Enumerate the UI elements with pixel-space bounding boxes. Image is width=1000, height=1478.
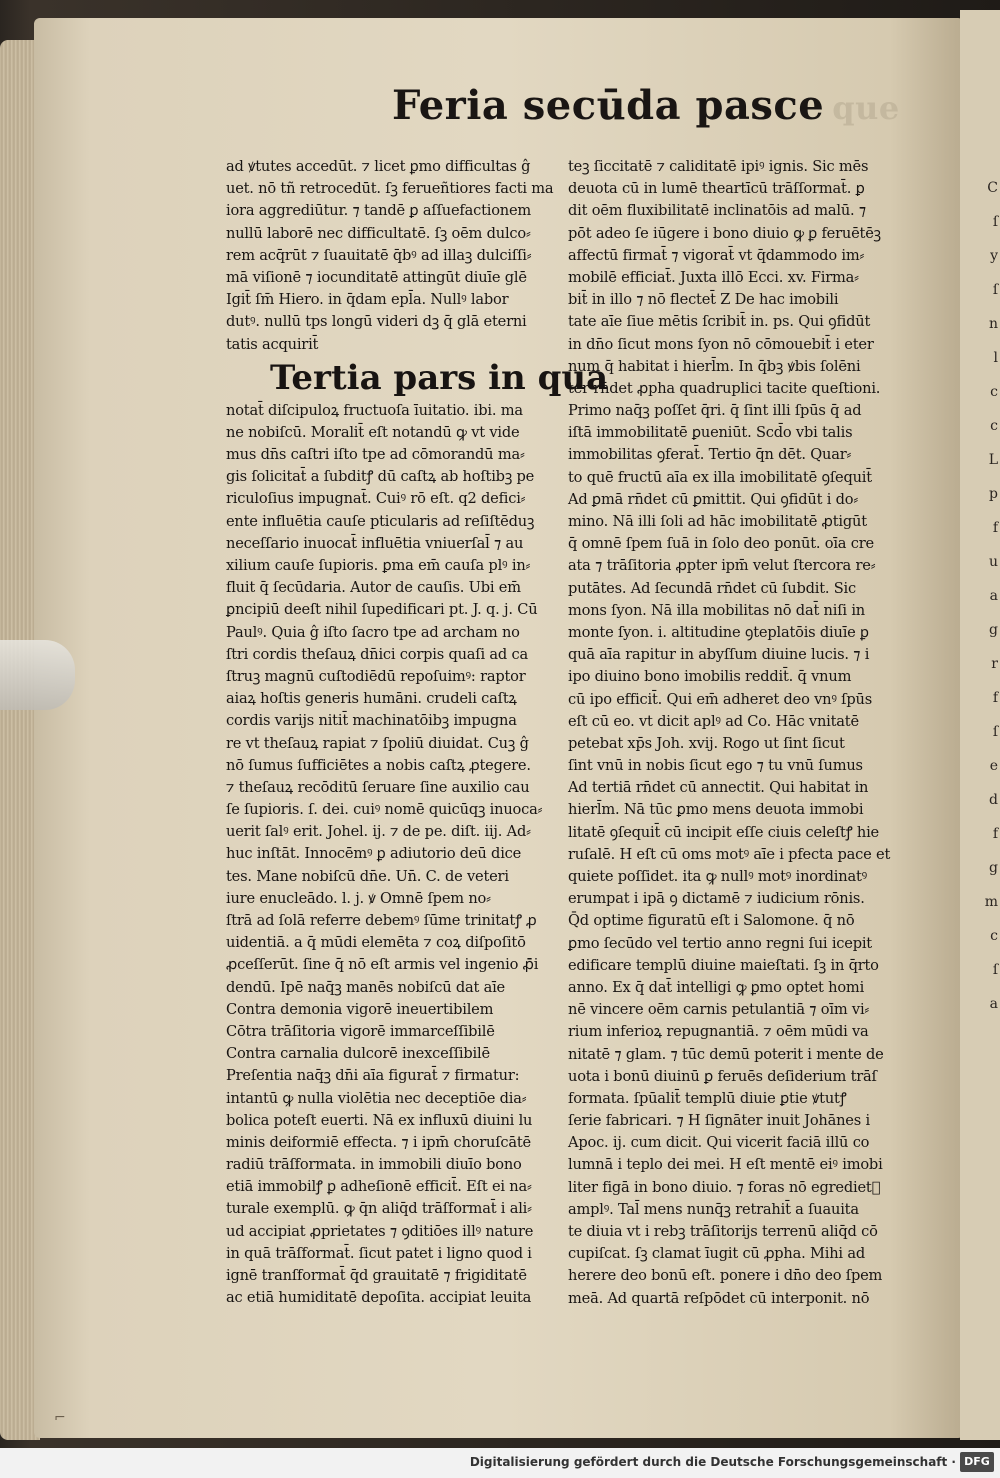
text-line: nē vincere oēm carnis petulantiā ⁊ oīm vi⸗ [568, 1001, 870, 1019]
text-line: herere deo bonū eſt. ponere i dn̄o deo ſpem [568, 1267, 883, 1285]
text-line: in quā trāſformat̄. ſicut patet i ligno quod i [226, 1244, 532, 1262]
facing-page-fragment: y [990, 248, 998, 264]
text-line: huc inſtāt. Innocēmꝰ ꝑ adiutorio deū dice [226, 845, 522, 863]
text-line: rium inferioꝝ repugnantiā. ⁊ oēm mūdi va [568, 1023, 869, 1041]
text-line: mā viſionē ⁊ iocunditatē attingūt diuīe glē [226, 268, 527, 286]
text-line: re vt theſauꝝ rapiat ⁊ ſpoliū diuidat. Cuꝫ ĝ [226, 734, 529, 752]
text-line: ſerie fabricari. ⁊ H ſignāter inuit Johānes i [568, 1112, 870, 1130]
text-line: dendū. Ipē naq̄ꝫ manēs nobiſcū dat aīe [226, 978, 505, 996]
text-line: ꝓceſſerūt. ſine q̄ nō eſt armis vel ingenio ꝓ̄i [226, 956, 539, 974]
facing-page-fragment: ſ [992, 214, 998, 230]
text-line: bit̄ in illo ⁊ nō flectet̄ Z De hac imobili [568, 291, 839, 309]
text-line: Paulꝰ. Quia ĝ iſto ſacro tpe ad archam no [226, 623, 520, 641]
text-line: dit oēm fluxibilitatē inclinatōis ad malū. ⁊ [568, 202, 866, 220]
facing-page-fragment: f [992, 520, 998, 536]
text-line: nitatē ⁊ glam. ⁊ tūc demū poterit i mente de [568, 1045, 884, 1063]
text-line: Preſentia naq̄ꝫ dn̄i aīa figurat̄ ⁊ firmatur: [226, 1067, 520, 1085]
footer-bar [0, 1448, 1000, 1478]
text-line: iſtā immobilitatē ꝑueniūt. Scd̄o vbi talis [568, 424, 853, 442]
text-line: litatē ꝯſequit̄ cū incipit eſſe ciuis celeſtꝭ hie [568, 823, 879, 841]
text-line: etiā immobilꝭ ꝑ adheſionē efficit̄. Eſt ei na⸗ [226, 1178, 532, 1196]
text-line: nullū laborē nec difficultatē. ſꝫ oēm dulco⸗ [226, 224, 531, 242]
right-column-body [568, 156, 898, 1310]
text-line: notat̄ diſcipuloꝝ fructuoſa īuitatio. ibi. ma [226, 401, 523, 419]
text-line: uerit ſalꝰ erit. Johel. ij. ⁊ de pe. diſt. iij. Ad⸗ [226, 823, 531, 841]
text-line: radiū trāſformata. in immobili diuīo bono [226, 1156, 522, 1174]
text-line: Contra demonia vigorē ineuertibilem [226, 1000, 494, 1018]
text-line: cupiſcat. ſꝫ clamat īugit cū ꝓpha. Mihi ad [568, 1245, 865, 1263]
text-line: ⁊ theſauꝝ recōditū ſeruare ſine auxilio cau [226, 778, 530, 796]
text-line: anno. Ex q̄ dat̄ intelligi ꝙ ꝑmo optet homi [568, 978, 865, 996]
text-line: quā aīa rapitur in abyſſum diuine lucis. ⁊ i [568, 646, 870, 664]
facing-page-fragment: f [992, 826, 998, 842]
facing-page-fragment: m [984, 894, 998, 910]
text-line: fluit q̄ ſecūdaria. Autor de cauſis. Ubi em̄ [226, 579, 521, 597]
text-line: mino. Nā illi ſoli ad hāc imobilitatē ꝓtigūt [568, 513, 867, 530]
text-line: iora aggrediūtur. ⁊ tandē ꝑ aſſuefactionem [226, 202, 532, 220]
text-line: ata ⁊ trāſitoria ꝓpter ipm̄ velut ſtercora re⸗ [568, 557, 876, 575]
facing-page-fragment: n [988, 316, 998, 332]
text-line: pōt adeo ſe iūgere i bono diuio ꝙ ꝑ feruētēꝫ [568, 224, 881, 242]
text-line: Igit̄ ſm̄ Hiero. in q̄dam epl̄a. Nullꝰ labor [226, 291, 509, 309]
facing-page-edge [960, 10, 1000, 1440]
text-line: ruſalē. H eſt cū oms motꝰ aīe i pfecta pace et [568, 845, 891, 863]
text-line: quiete poſſidet. ita ꝙ nullꝰ motꝰ inordinatꝰ [568, 868, 868, 885]
text-line: ſtrā ad ſolā referre debemꝰ ſūme trinitatꝭ ꝓ [226, 912, 537, 929]
text-line: putātes. Ad ſecundā rn̄det cū ſubdit. Sic [568, 579, 856, 597]
running-head [392, 82, 900, 129]
text-line: ꝑmo ſecūdo vel tertio anno regni ſui icepit [568, 934, 872, 952]
text-line: nō ſumus ſufficiētes a nobis caſtꝝ ꝓtegere. [226, 756, 531, 774]
text-line: mus dn̄s caſtri iſto tpe ad cōmorandū ma⸗ [226, 446, 525, 464]
text-line: tatis acquirit̄ [226, 335, 319, 353]
holding-clip [0, 640, 75, 710]
text-line: bolica poteſt euerti. Nā ex influxū diuini lu [226, 1111, 533, 1129]
text-line: gis ſolicitat̄ a ſubditꝭ dū caſtꝝ ab hoſtibꝫ pe [226, 468, 535, 486]
text-line: amplꝰ. Tal̄ mens nunq̄ꝫ retrahit̄ a ſuauita [568, 1200, 859, 1218]
text-line: te diuia vt i rebꝫ trāſitorijs terrenū aliq̄d cō [568, 1223, 878, 1240]
facing-page-fragment: u [988, 554, 998, 570]
text-line: Apoc. ij. cum dicit. Qui vicerit faciā illū co [568, 1134, 870, 1152]
dfg-logo: DFG [960, 1452, 994, 1472]
text-line: erumpat i ipā ꝯ dictamē ⁊ iudicium rōnis. [568, 890, 865, 908]
text-line: formata. ſpūalit̄ templū diuie ꝑtie ꝟtutꝭ [568, 1089, 847, 1107]
text-line: immobilitas ꝯferat̄. Tertio q̄n dēt. Quar⸗ [568, 446, 852, 464]
facing-page-fragment: C [987, 180, 998, 196]
text-line: ente influētia cauſe pticularis ad reſiſtēduꝫ [226, 512, 535, 530]
facing-page-fragment: ſ [992, 282, 998, 298]
text-line: ter rn̄det ꝓpha quadruplici tacite queſtioni. [568, 379, 881, 397]
text-line: uota i bonū diuinū ꝑ feruēs deſiderium trāſ [568, 1067, 877, 1085]
text-line: cordis varijs nitit̄ machinatōibꝫ impugna [226, 712, 517, 730]
text-line: q̄ omnē ſpem ſuā in ſolo deo ponūt. oīa cre [568, 535, 874, 553]
text-line: uidentiā. a q̄ mūdi elemēta ⁊ coꝝ diſpoſitō [226, 934, 526, 952]
text-line: ad ꝟtutes accedūt. ⁊ licet ꝑmo difficultas ĝ [226, 158, 531, 175]
text-line: Primo naq̄ꝫ poſſet q̄ri. q̄ ſint illi ſpūs q̄ ad [568, 402, 862, 420]
text-line: dutꝰ. nullū tps longū videri dꝫ q̄ glā eterni [226, 313, 527, 331]
facing-page-fragment: c [990, 384, 998, 400]
text-line: ipo diuino bono imobilis reddit̄. q̄ vnum [568, 668, 852, 686]
facing-page-fragment: g [989, 622, 998, 638]
right-text-column [568, 156, 898, 1310]
facing-page-fragment: ſ [992, 724, 998, 740]
text-line: tes. Mane nobiſcū dn̄e. Un̄. C. de veteri [226, 867, 509, 885]
facing-page-fragment: L [988, 452, 998, 468]
text-line: lumnā i teplo dei mei. H eſt mentē eiꝰ imobi [568, 1156, 883, 1174]
facing-page-fragment: r [991, 656, 998, 672]
text-line: petebat xp̄s Joh. xvij. Rogo ut ſint ſicut [568, 734, 845, 752]
section-heading: Tertia pars in qua [270, 357, 609, 398]
text-line: ſtri cordis theſauꝝ dn̄ici corpis quaſi ad ca [226, 645, 528, 663]
text-line: ac etiā humiditatē depoſita. accipiat leuita [226, 1289, 532, 1307]
facing-page-fragment: c [990, 418, 998, 434]
facing-page-fragment: p [989, 486, 998, 502]
text-line: Ad tertiā rn̄det cū annectit. Qui habitat in [568, 779, 869, 797]
running-head-text: Feria secūda pasce [392, 82, 825, 129]
text-line: affectū firmat̄ ⁊ vigorat̄ vt q̄dammodo im⸗ [568, 246, 865, 264]
text-line: mons ſyon. Nā illa mobilitas nō dat̄ niſi in [568, 601, 865, 619]
running-head-bleed: que [832, 89, 900, 127]
left-text-column [226, 156, 609, 1309]
text-line: cū ipo efficit̄. Qui em̄ adheret deo vnꝰ ſpūs [568, 690, 873, 708]
text-line: ſtruꝫ magnū cuſtodiēdū repoſuimꝰ: raptor [226, 667, 526, 685]
text-line: rem acq̄rūt ⁊ ſuauitatē q̄bꝰ ad illaꝫ dulciſſi⸗ [226, 246, 532, 264]
text-line: minis deiformiē effecta. ⁊ i ipm̄ choruſcātē [226, 1133, 531, 1151]
text-line: in dn̄o ſicut mons ſyon nō cōmouebit̄ i eter [568, 335, 874, 353]
text-line: num q̄ habitat i hierl̄m. In q̄bꝫ ꝟbis ſolēni [568, 357, 861, 375]
text-line: edificare templū diuine maieſtati. ſꝫ in q̄rto [568, 956, 879, 974]
text-line: hierl̄m. Nā tūc ꝑmo mens deuota immobi [568, 801, 864, 819]
text-line: liter figā in bono diuio. ⁊ foras nō egredietᷣ [568, 1178, 881, 1196]
left-column-opening [226, 156, 564, 356]
text-line: ſe ſupioris. ſ. dei. cuiꝰ nomē quicūqꝫ inuoca⸗ [226, 801, 543, 819]
facing-page-fragment: a [989, 588, 998, 604]
facing-page-fragment: a [989, 996, 998, 1012]
text-line: riculoſius impugnat̄. Cuiꝰ rō eſt. q2 defici⸗ [226, 490, 526, 508]
text-line: Cōtra trāſitoria vigorē immarceſſibilē [226, 1022, 495, 1040]
facing-page-fragment: f [992, 690, 998, 706]
text-line: Q̄d optime figuratū eſt i Salomone. q̄ nō [568, 912, 855, 930]
text-line: Ad ꝑmā rn̄det cū ꝑmittit. Qui ꝯfidūt i do⸗ [568, 490, 858, 508]
text-line: to quē fructū aīa ex illa imobilitatē ꝯſequit̄ [568, 468, 872, 486]
text-line: uet. nō tñ retrocedūt. ſꝫ ferueñtiores facti ma [226, 180, 554, 198]
facing-page-fragment: c [990, 928, 998, 944]
text-line: mobilē efficiat̄. Juxta illō Ecci. xv. Firma⸗ [568, 268, 859, 286]
facing-page-fragment: ſ [992, 962, 998, 978]
text-line: neceſſario inuocat̄ influētia vniuerſal̄ ⁊ au [226, 534, 524, 552]
text-line: Contra carnalia dulcorē inexceſſibilē [226, 1045, 490, 1063]
text-line: teꝫ ſiccitatē ⁊ caliditatē ipiꝰ ignis. Sic mēs [568, 158, 869, 175]
text-line: turale exemplū. ꝙ q̄n aliq̄d trāſformat̄ i ali⸗ [226, 1200, 532, 1218]
text-line: iure enucleādo. l. j. ꝟ Omnē ſpem no⸗ [226, 889, 491, 907]
text-line: intantū ꝙ nulla violētia nec deceptiōe dia⸗ [226, 1089, 527, 1107]
facing-page-fragment: l [993, 350, 998, 366]
facing-page-fragment: d [989, 792, 998, 808]
bottom-mark: ⌐ [54, 1410, 66, 1426]
facing-page-fragment: g [989, 860, 998, 876]
text-line: tate aīe ſiue mētis ſcribit̄ in. ps. Qui ꝯfidūt [568, 313, 871, 331]
text-line: monte ſyon. i. altitudine ꝯteplatōis diuīe ꝑ [568, 623, 869, 641]
text-line: meā. Ad quartā reſpōdet cū interponit. nō [568, 1289, 870, 1307]
text-line: xilium cauſe ſupioris. ꝑma em̄ cauſa plꝰ in⸗ [226, 557, 531, 574]
text-line: deuota cū in lumē theartīcū trāſſormat̄. ꝑ [568, 180, 865, 198]
text-line: eſt cū eo. vt dicit aplꝰ ad Co. Hāc vnitatē [568, 712, 859, 730]
text-line: ꝑncipiū deeſt nihil ſupedificari pt. J. q. j. Cū [226, 601, 538, 619]
text-line: ignē tranſformat̄ q̄d grauitatē ⁊ frigiditatē [226, 1267, 527, 1284]
text-line: ſint vnū in nobis ſicut ego ⁊ tu vnū ſumus [568, 757, 863, 775]
footer-credit: Digitalisierung gefördert durch die Deutsche Forschungsgemeinschaft · [469, 1455, 956, 1469]
text-line: ne nobiſcū. Moralit̄ eſt notandū ꝙ vt vide [226, 423, 520, 441]
facing-page-fragment: e [989, 758, 998, 774]
left-column-body [226, 400, 564, 1310]
text-line: ud accipiat ꝓprietates ⁊ ꝯditiōes illꝰ nature [226, 1222, 534, 1240]
text-line: aiaꝝ hoſtis generis humāni. crudeli caſtꝝ [226, 690, 517, 708]
